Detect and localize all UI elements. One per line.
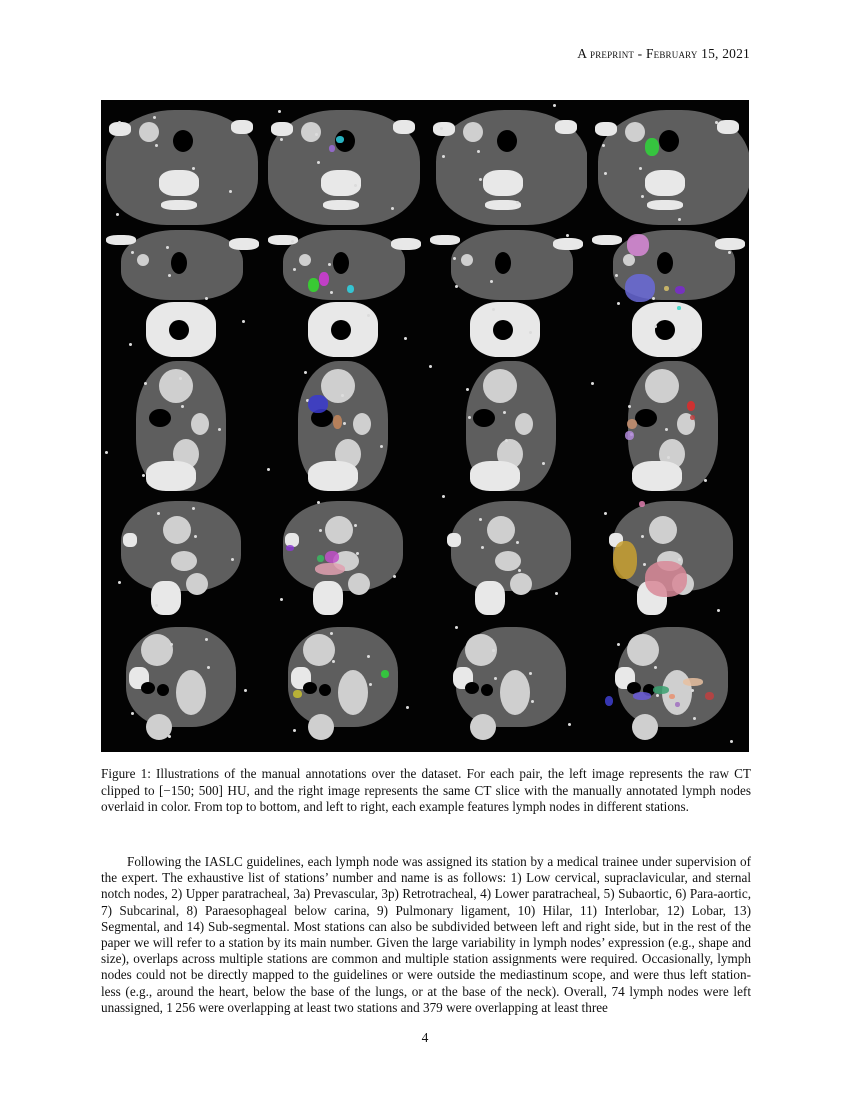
anatomy-air <box>319 684 331 696</box>
ct-tile-r4c4-annotated <box>587 491 749 621</box>
vessel-dot <box>468 416 471 419</box>
vessel-dot <box>229 190 232 193</box>
running-header <box>577 46 750 62</box>
lymph-node-overlay <box>319 272 329 286</box>
lymph-node-overlay <box>325 551 339 563</box>
lymph-node-overlay <box>669 694 675 699</box>
anatomy-bone <box>592 235 622 245</box>
header-title: A preprint <box>577 46 635 61</box>
ct-tile-r1c1-raw-ct <box>101 100 263 230</box>
vessel-dot <box>404 337 407 340</box>
lymph-node-overlay <box>675 702 680 707</box>
anatomy-bone <box>159 170 199 196</box>
anatomy-bone <box>632 461 682 491</box>
anatomy-bright <box>627 634 659 666</box>
vessel-dot <box>367 655 370 658</box>
ct-tile-r3c4-annotated <box>587 361 749 491</box>
vessel-dot <box>604 512 607 515</box>
anatomy-bone <box>555 120 577 134</box>
vessel-dot <box>280 598 283 601</box>
anatomy-air <box>303 682 317 694</box>
vessel-dot <box>393 575 396 578</box>
ct-tile-r2c3-raw-ct <box>425 230 587 360</box>
anatomy-bright <box>338 670 368 715</box>
lymph-node-overlay <box>683 678 703 686</box>
vessel-dot <box>617 302 620 305</box>
anatomy-air <box>157 684 169 696</box>
vessel-dot <box>691 689 694 692</box>
lymph-node-overlay <box>687 401 695 411</box>
vessel-dot <box>267 468 270 471</box>
vessel-dot <box>553 104 556 107</box>
anatomy-bone <box>151 581 181 615</box>
vessel-dot <box>628 405 631 408</box>
vessel-dot <box>566 234 569 237</box>
anatomy-bone <box>109 122 131 136</box>
anatomy-bright <box>353 413 371 435</box>
anatomy-bone <box>393 120 415 134</box>
lymph-node-overlay <box>627 419 637 429</box>
vessel-dot <box>315 133 318 136</box>
anatomy-air <box>173 130 193 152</box>
vessel-dot <box>654 666 657 669</box>
vessel-dot <box>477 150 480 153</box>
lymph-node-overlay <box>625 431 634 440</box>
anatomy-bone <box>271 122 293 136</box>
ct-tile-r5c3-raw-ct <box>425 622 587 752</box>
vessel-dot <box>440 127 443 130</box>
vessel-dot <box>704 479 707 482</box>
anatomy-bone <box>717 120 739 134</box>
page-number: 4 <box>421 1030 429 1045</box>
anatomy-bone <box>430 235 460 245</box>
ct-tile-r1c4-annotated <box>587 100 749 230</box>
vessel-dot <box>118 581 121 584</box>
figure-ct-grid <box>101 100 749 752</box>
vessel-dot <box>678 218 681 221</box>
vessel-dot <box>730 740 733 743</box>
vessel-dot <box>529 672 532 675</box>
vessel-dot <box>591 382 594 385</box>
anatomy-bone <box>645 170 685 196</box>
vessel-dot <box>693 717 696 720</box>
vessel-dot <box>155 144 158 147</box>
anatomy-bright <box>625 122 645 142</box>
vessel-dot <box>218 428 221 431</box>
vessel-dot <box>503 411 506 414</box>
header-separator: - <box>634 46 646 61</box>
vessel-dot <box>380 445 383 448</box>
anatomy-bright <box>510 573 532 595</box>
vessel-dot <box>142 474 145 477</box>
vessel-dot <box>278 110 281 113</box>
body-paragraph: Following the IASLC guidelines, each lymph node was assigned its station by a medical trainee under supervision of the expert. The exhaustive list of stations’ number and name is as follows: 1) Low cervical, supraclavicular, and sternal notch nodes, 2) Upper paratracheal, 3a) Prevascular, 3p) Retrotracheal, 4) Lower paratracheal, 5) Subaortic, 6) Para-aortic, 7) Subcarinal, 8) Paraesophageal below carina, 9) Pulmonary ligament, 10) Hilar, 11) Interlobar, 12) Lobar, 13) Segmental, and 14) Sub-segmental. Most stations can also be subdivided between left and right side, but in the rest of the paper we will refer to a station by its main number. Given the large variability in lymph nodes’ expression (e.g., shape and size), overlaps across multiple stations are common and multiple station assignments were required. Occasionally, lymph nodes could not be directly mapped to the guidelines or were outside the mediastinum scope, and were thus left station-less (e.g., around the heart, below the base of the lungs, or at the base of the neck). Overall, 74 lymph nodes were left unassigned, 1 256 were overlapping at least two stations and 379 were overlapping at least three <box>101 854 751 1015</box>
anatomy-air <box>481 684 493 696</box>
ct-tile-r4c1-raw-ct <box>101 491 263 621</box>
vessel-dot <box>116 213 119 216</box>
ct-tile-r1c3-raw-ct <box>425 100 587 230</box>
anatomy-bright <box>463 122 483 142</box>
vessel-dot <box>568 723 571 726</box>
lymph-node-overlay <box>315 563 345 575</box>
ct-tile-r4c3-raw-ct <box>425 491 587 621</box>
lymph-node-overlay <box>605 696 613 706</box>
vessel-dot <box>369 683 372 686</box>
anatomy-bone <box>313 581 343 615</box>
vessel-dot <box>242 320 245 323</box>
lymph-node-overlay <box>645 561 687 597</box>
lymph-node-overlay <box>381 670 389 678</box>
ct-tile-r1c2-annotated <box>263 100 425 230</box>
lymph-node-overlay <box>639 501 645 507</box>
anatomy-bright <box>649 516 677 544</box>
vessel-dot <box>343 422 346 425</box>
anatomy-bone <box>123 533 137 547</box>
vessel-dot <box>205 297 208 300</box>
anatomy-bone <box>475 581 505 615</box>
anatomy-air <box>497 130 517 152</box>
anatomy-bone <box>321 170 361 196</box>
vessel-dot <box>304 371 307 374</box>
vessel-dot <box>244 689 247 692</box>
anatomy-bright <box>645 369 679 403</box>
anatomy-air <box>659 130 679 152</box>
ct-tile-r2c4-annotated <box>587 230 749 360</box>
anatomy-air <box>635 409 657 427</box>
anatomy-bone <box>433 122 455 136</box>
anatomy-bright <box>163 516 191 544</box>
anatomy-bright <box>348 573 370 595</box>
vessel-dot <box>330 632 333 635</box>
vessel-dot <box>505 439 508 442</box>
anatomy-bright <box>191 413 209 435</box>
lymph-node-overlay <box>308 395 328 413</box>
anatomy-bone <box>161 200 197 210</box>
vessel-dot <box>494 677 497 680</box>
vessel-dot <box>205 638 208 641</box>
vessel-dot <box>656 694 659 697</box>
anatomy-bone <box>447 533 461 547</box>
lymph-node-overlay <box>705 692 714 700</box>
anatomy-air <box>473 409 495 427</box>
ct-tile-r2c2-annotated <box>263 230 425 360</box>
ct-tile-r5c2-annotated <box>263 622 425 752</box>
vessel-dot <box>280 138 283 141</box>
vessel-dot <box>406 706 409 709</box>
anatomy-bright <box>303 634 335 666</box>
lymph-node-overlay <box>690 415 695 420</box>
anatomy-bone <box>553 238 583 250</box>
vessel-dot <box>639 167 642 170</box>
ct-tile-r4c2-annotated <box>263 491 425 621</box>
lymph-node-overlay <box>293 690 302 698</box>
vessel-dot <box>442 495 445 498</box>
anatomy-bright <box>325 516 353 544</box>
anatomy-bone <box>308 461 358 491</box>
anatomy-bright <box>500 670 530 715</box>
anatomy-bright <box>515 413 533 435</box>
vessel-dot <box>207 666 210 669</box>
anatomy-bone <box>470 461 520 491</box>
anatomy-bone <box>595 122 617 136</box>
lymph-node-overlay <box>613 541 637 579</box>
vessel-dot <box>455 626 458 629</box>
vessel-dot <box>341 394 344 397</box>
vessel-dot <box>170 643 173 646</box>
anatomy-bright <box>483 369 517 403</box>
vessel-dot <box>153 116 156 119</box>
anatomy-bright <box>470 714 496 740</box>
vessel-dot <box>715 121 718 124</box>
vessel-dot <box>479 178 482 181</box>
vessel-dot <box>531 700 534 703</box>
vessel-dot <box>555 592 558 595</box>
anatomy-bright <box>186 573 208 595</box>
ct-tile-r2c1-raw-ct <box>101 230 263 360</box>
anatomy-bone <box>391 238 421 250</box>
vessel-dot <box>118 121 121 124</box>
anatomy-air <box>141 682 155 694</box>
anatomy-bright <box>308 714 334 740</box>
lymph-node-overlay <box>286 545 294 551</box>
header-date: February 15, 2021 <box>645 46 750 61</box>
lymph-node-overlay <box>329 145 335 152</box>
vessel-dot <box>617 643 620 646</box>
lymph-node-overlay <box>333 415 342 429</box>
anatomy-bright <box>176 670 206 715</box>
vessel-dot <box>429 365 432 368</box>
anatomy-bone <box>106 235 136 245</box>
lymph-node-overlay <box>633 692 651 700</box>
ct-tile-r3c3-raw-ct <box>425 361 587 491</box>
vessel-dot <box>391 207 394 210</box>
anatomy-air <box>465 682 479 694</box>
lymph-node-overlay <box>308 278 319 292</box>
vessel-dot <box>293 729 296 732</box>
vessel-dot <box>691 348 694 351</box>
vessel-dot <box>492 649 495 652</box>
ct-tile-r5c4-annotated <box>587 622 749 752</box>
anatomy-bone <box>323 200 359 210</box>
anatomy-bone <box>229 238 259 250</box>
vessel-dot <box>181 405 184 408</box>
anatomy-body <box>121 501 241 591</box>
vessel-dot <box>717 609 720 612</box>
vessel-dot <box>667 456 670 459</box>
figure-caption: Figure 1: Illustrations of the manual annotations over the dataset. For each pair, the left image represents the raw CT clipped to [−150; 500] HU, and the right image represents the same CT slice with the manually annotated lymph nodes overlaid in color. From top to bottom, and left to right, each example features lymph nodes in different stations. <box>101 766 751 814</box>
vessel-dot <box>105 451 108 454</box>
vessel-dot <box>665 428 668 431</box>
vessel-dot <box>652 297 655 300</box>
vessel-dot <box>466 388 469 391</box>
lymph-node-overlay <box>336 136 344 143</box>
anatomy-bone <box>146 461 196 491</box>
vessel-dot <box>144 382 147 385</box>
anatomy-bright <box>632 714 658 740</box>
ct-tile-r5c1-raw-ct <box>101 622 263 752</box>
anatomy-bone <box>715 238 745 250</box>
vessel-dot <box>641 195 644 198</box>
vessel-dot <box>192 167 195 170</box>
lymph-node-overlay <box>653 686 669 694</box>
ct-tile-r3c1-raw-ct <box>101 361 263 491</box>
vessel-dot <box>542 462 545 465</box>
vessel-dot <box>354 184 357 187</box>
lymph-node-overlay <box>645 138 659 156</box>
vessel-dot <box>168 735 171 738</box>
anatomy-bright <box>141 634 173 666</box>
vessel-dot <box>332 660 335 663</box>
lymph-node-overlay <box>625 274 655 302</box>
anatomy-bone <box>483 170 523 196</box>
anatomy-bone <box>647 200 683 210</box>
ct-tile-r3c2-annotated <box>263 361 425 491</box>
anatomy-bright <box>301 122 321 142</box>
vessel-dot <box>317 161 320 164</box>
anatomy-bright <box>139 122 159 142</box>
lymph-node-overlay <box>627 234 649 256</box>
vessel-dot <box>179 377 182 380</box>
vessel-dot <box>455 285 458 288</box>
vessel-dot <box>442 155 445 158</box>
vessel-dot <box>602 144 605 147</box>
vessel-dot <box>129 343 132 346</box>
anatomy-bright <box>487 516 515 544</box>
vessel-dot <box>131 712 134 715</box>
lymph-node-overlay <box>317 555 324 562</box>
vessel-dot <box>516 201 519 204</box>
anatomy-air <box>149 409 171 427</box>
anatomy-bright <box>159 369 193 403</box>
anatomy-body <box>283 501 403 591</box>
vessel-dot <box>604 172 607 175</box>
anatomy-bone <box>231 120 253 134</box>
